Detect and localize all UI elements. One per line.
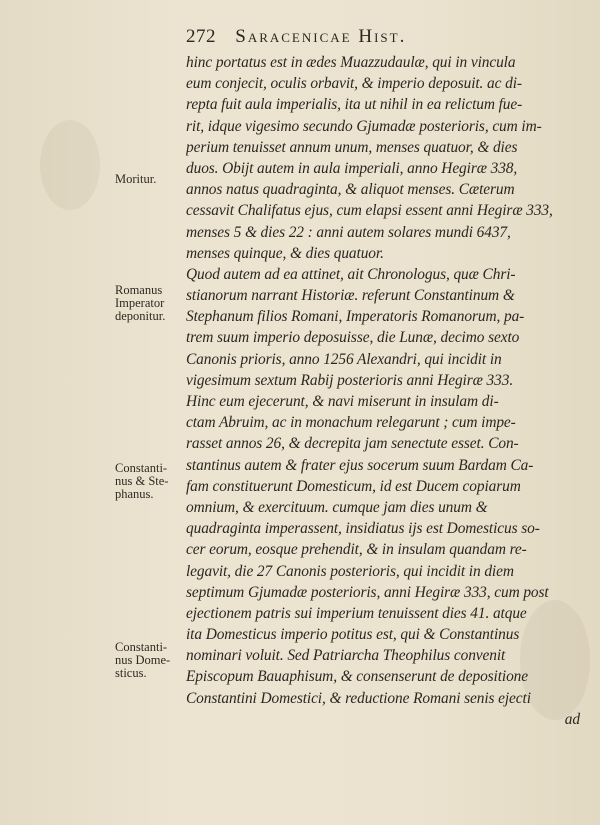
- text-line: Canonis prioris, anno 1256 Alexandri, qui incidit in: [186, 350, 502, 368]
- text-line: eum conjecit, oculis orbavit, & imperio deposuit. ac di-: [186, 75, 522, 93]
- margin-note-line: Romanus: [115, 283, 163, 297]
- text-line: Quod autem ad ea attinet, ait Chronologus, quæ Chri-: [186, 265, 516, 283]
- text-line: Episcopum Bauaphisum, & consenserunt de depositione: [186, 668, 529, 686]
- text-line: cessavit Chalifatus ejus, cum elapsi essent anni Hegiræ 333,: [186, 202, 553, 220]
- text-line: perium tenuisset annum unum, menses quatuor, & dies: [186, 138, 518, 156]
- margin-note-moritur: [115, 173, 185, 186]
- paper-stain: [40, 120, 100, 210]
- margin-note-line: phanus.: [115, 487, 154, 501]
- text-line: ita Domesticus imperio potitus est, qui & Constantinus: [186, 626, 520, 644]
- running-title: Saracenicae Hist.: [235, 26, 407, 47]
- page-number: 272: [186, 26, 216, 47]
- text-line: ctam Abruim, ac in monachum relegarunt ; cum impe-: [186, 414, 516, 432]
- text-line: stianorum narrant Historiæ. referunt Constantinum &: [186, 287, 515, 305]
- margin-note-line: sticus.: [115, 666, 147, 680]
- margin-note-line: Imperator: [115, 296, 165, 310]
- catchword: ad: [564, 710, 580, 728]
- margin-note-line: nus & Ste-: [115, 474, 169, 488]
- text-line: quadraginta imperassent, insidiatus ijs est Domesticus so-: [186, 520, 540, 538]
- text-line: menses quinque, & dies quatuor.: [186, 244, 384, 262]
- text-line: stantinus autem & frater ejus socerum suum Bardam Ca-: [186, 456, 534, 474]
- text-line: hinc portatus est in ædes Muazzudaulæ, qui in vincula: [186, 54, 516, 71]
- margin-note-line: deponitur.: [115, 309, 166, 323]
- margin-note-constantinus-stephanus: [115, 462, 185, 501]
- text-line: legavit, die 27 Canonis posterioris, qui incidit in diem: [186, 562, 514, 580]
- body-text: [186, 52, 586, 730]
- text-line: Hinc eum ejecerunt, & navi miserunt in insulam di-: [186, 393, 499, 410]
- text-line: rit, idque vigesimo secundo Gjumadæ posterioris, cum im-: [186, 117, 542, 135]
- margin-note-line: Constanti-: [115, 461, 168, 475]
- margin-note-constantinus-domesticus: [115, 641, 185, 680]
- text-line: omnium, & exercituum. cumque jam dies unum &: [186, 498, 488, 516]
- text-line: ejectionem patris sui imperium tenuissent dies 41. atque: [186, 604, 527, 622]
- text-line: annos natus quadraginta, & aliquot menses. Cæterum: [186, 181, 515, 199]
- margin-note-line: nus Dome-: [115, 653, 171, 667]
- text-line: repta fuit aula imperialis, ita ut nihil in ea relictum fue-: [186, 96, 523, 114]
- text-line: Stephanum filios Romani, Imperatoris Romanorum, pa-: [186, 308, 525, 326]
- text-line: menses 5 & dies 22 : anni autem solares mundi 6437,: [186, 223, 511, 241]
- text-line: septimum Gjumadæ posterioris, anni Hegiræ 333, cum post: [186, 583, 549, 601]
- text-line: rasset annos 26, & decrepita jam senectute esset. Con-: [186, 435, 519, 453]
- text-line: trem suum imperio deposuisse, die Lunæ, decimo sexto: [186, 329, 520, 347]
- page-header: [186, 26, 586, 50]
- text-line: cer eorum, eosque prehendit, & in insulam quandam re-: [186, 541, 527, 559]
- text-line: vigesimum sextum Rabij posterioris anni Hegiræ 333.: [186, 371, 514, 389]
- margin-note-line: Moritur.: [115, 172, 157, 186]
- text-line: fam constituerunt Domesticum, id est Ducem copiarum: [186, 477, 521, 495]
- text-line: nominari voluit. Sed Patriarcha Theophilus convenit: [186, 647, 506, 665]
- text-line: Constantini Domestici, & reductione Romani senis ejecti: [186, 689, 531, 707]
- text-line: duos. Obijt autem in aula imperiali, anno Hegiræ 338,: [186, 159, 518, 177]
- margin-note-line: Constanti-: [115, 640, 168, 654]
- margin-note-romanus: [115, 284, 185, 323]
